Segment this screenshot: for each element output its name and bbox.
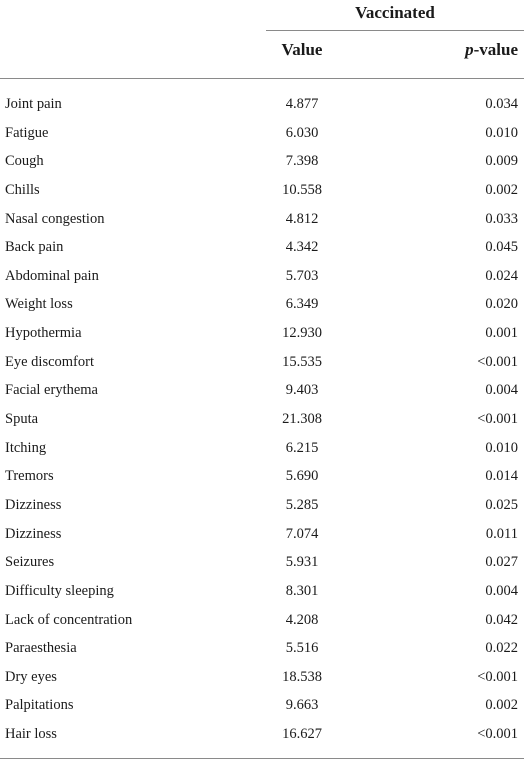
symptom-p-value: 0.010 bbox=[485, 439, 518, 456]
column-header-p-value bbox=[465, 39, 518, 61]
symptom-name: Nasal congestion bbox=[5, 210, 105, 227]
symptom-p-value: 0.027 bbox=[485, 554, 518, 571]
symptom-p-value: 0.025 bbox=[485, 496, 518, 513]
symptom-p-value: 0.011 bbox=[485, 525, 518, 542]
table-row bbox=[0, 146, 524, 175]
symptom-value: 4.342 bbox=[285, 239, 319, 256]
symptom-p-value: 0.034 bbox=[485, 96, 518, 112]
p-value-italic-p: p bbox=[465, 40, 474, 59]
symptom-p-value: 0.010 bbox=[485, 124, 518, 141]
table-row bbox=[0, 232, 524, 261]
symptom-p-value: <0.001 bbox=[477, 726, 518, 743]
symptom-p-value: 0.014 bbox=[485, 468, 518, 485]
symptom-value: 6.030 bbox=[285, 124, 319, 141]
table-row bbox=[0, 547, 524, 576]
symptom-p-value: 0.009 bbox=[485, 153, 518, 170]
symptom-name: Itching bbox=[5, 439, 47, 456]
symptom-name: Palpitations bbox=[5, 697, 74, 714]
symptom-name: Facial erythema bbox=[5, 382, 98, 399]
symptom-name: Chills bbox=[5, 181, 40, 198]
table-row bbox=[0, 261, 524, 290]
table-row bbox=[0, 719, 524, 748]
symptom-name: Abdominal pain bbox=[5, 267, 99, 284]
symptom-name: Dizziness bbox=[5, 525, 62, 542]
symptom-value: 18.538 bbox=[282, 668, 322, 685]
table-row bbox=[0, 633, 524, 662]
symptom-p-value: 0.022 bbox=[485, 640, 518, 657]
table-row bbox=[0, 289, 524, 318]
symptom-value: 6.349 bbox=[285, 296, 319, 313]
symptom-value: 9.663 bbox=[285, 697, 319, 714]
table-body bbox=[0, 79, 524, 748]
symptom-value: 7.074 bbox=[285, 525, 319, 542]
symptom-name: Eye discomfort bbox=[5, 353, 94, 370]
symptom-name: Hypothermia bbox=[5, 325, 82, 342]
symptom-name: Sputa bbox=[5, 411, 39, 428]
table-row bbox=[0, 118, 524, 147]
symptom-name: Difficulty sleeping bbox=[5, 582, 114, 599]
symptom-name: Dizziness bbox=[5, 496, 62, 513]
symptom-value: 5.703 bbox=[285, 267, 319, 284]
symptom-p-value: 0.020 bbox=[485, 296, 518, 313]
table-row bbox=[0, 662, 524, 691]
table-header bbox=[0, 0, 524, 79]
symptom-name: Hair loss bbox=[5, 726, 57, 743]
symptom-value: 7.398 bbox=[285, 153, 319, 170]
symptom-p-value: 0.004 bbox=[485, 582, 518, 599]
symptom-name: Cough bbox=[5, 153, 44, 170]
symptom-p-value: 0.001 bbox=[485, 325, 518, 342]
symptom-value: 16.627 bbox=[282, 726, 322, 743]
symptom-value: 5.690 bbox=[285, 468, 319, 485]
symptom-value: 5.516 bbox=[285, 640, 319, 657]
symptom-p-value: 0.002 bbox=[485, 697, 518, 714]
table-row bbox=[0, 519, 524, 548]
symptom-value: 4.812 bbox=[285, 210, 319, 227]
symptom-name: Tremors bbox=[5, 468, 54, 485]
table-row bbox=[0, 433, 524, 462]
symptom-name: Seizures bbox=[5, 554, 55, 571]
p-value-suffix: -value bbox=[473, 40, 518, 59]
symptom-p-value: 0.004 bbox=[485, 382, 518, 399]
table-row bbox=[0, 605, 524, 634]
table-row bbox=[0, 375, 524, 404]
symptom-value: 21.308 bbox=[282, 411, 322, 428]
symptom-name: Dry eyes bbox=[5, 668, 57, 685]
symptom-value: 8.301 bbox=[285, 582, 319, 599]
column-header-value: Value bbox=[281, 40, 323, 59]
symptom-value: 10.558 bbox=[282, 181, 322, 198]
group-header-rule bbox=[266, 30, 524, 31]
table-row bbox=[0, 318, 524, 347]
symptom-value: 4.208 bbox=[285, 611, 319, 628]
symptom-p-value: 0.033 bbox=[485, 210, 518, 227]
symptom-p-value: 0.002 bbox=[485, 181, 518, 198]
table-bottom-rule bbox=[0, 758, 524, 759]
symptom-value: 5.931 bbox=[285, 554, 319, 571]
symptom-name: Joint pain bbox=[5, 96, 62, 112]
symptom-p-value: <0.001 bbox=[477, 411, 518, 428]
symptom-name: Fatigue bbox=[5, 124, 49, 141]
symptom-name: Back pain bbox=[5, 239, 64, 256]
table-row bbox=[0, 490, 524, 519]
table-row bbox=[0, 404, 524, 433]
symptom-p-value: 0.042 bbox=[485, 611, 518, 628]
symptom-value: 9.403 bbox=[285, 382, 319, 399]
table-row bbox=[0, 347, 524, 376]
table-row bbox=[0, 204, 524, 233]
symptom-p-value: <0.001 bbox=[477, 668, 518, 685]
symptom-p-value: 0.045 bbox=[485, 239, 518, 256]
symptom-name: Weight loss bbox=[5, 296, 73, 313]
symptom-value: 6.215 bbox=[285, 439, 319, 456]
symptom-value: 12.930 bbox=[282, 325, 322, 342]
table-row bbox=[0, 576, 524, 605]
symptom-p-value: <0.001 bbox=[477, 353, 518, 370]
symptom-p-value: 0.024 bbox=[485, 267, 518, 284]
group-header-vaccinated: Vaccinated bbox=[355, 3, 435, 22]
symptom-value: 4.877 bbox=[285, 96, 319, 112]
symptom-name: Lack of concentration bbox=[5, 611, 133, 628]
symptom-value: 15.535 bbox=[282, 353, 322, 370]
table-row bbox=[0, 89, 524, 118]
symptom-value: 5.285 bbox=[285, 496, 319, 513]
table-row bbox=[0, 461, 524, 490]
table-row bbox=[0, 690, 524, 719]
symptom-name: Paraesthesia bbox=[5, 640, 77, 657]
table-row bbox=[0, 175, 524, 204]
